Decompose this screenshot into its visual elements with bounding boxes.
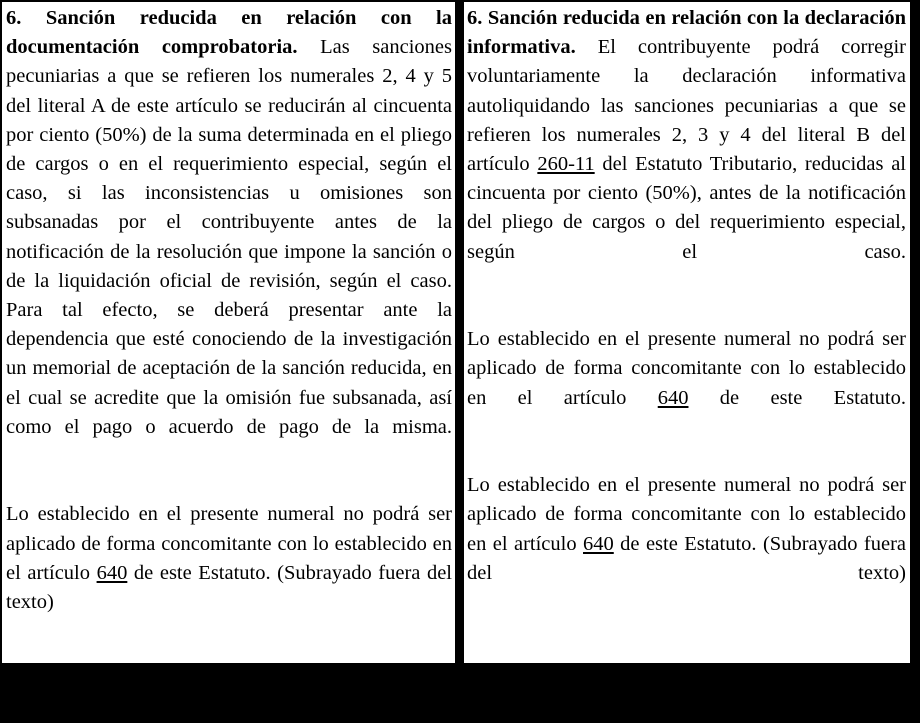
paragraph [467,471,906,617]
paragraph [6,500,452,646]
paragraph [467,4,906,296]
paragraph-body-after: de este Estatuto. (Subrayado fuera del texto) [467,532,906,584]
paragraph [467,325,906,442]
article-reference: 260-11 [537,153,595,176]
paragraph-body-before: El contribuyente podrá corregir voluntariamente la declaración informativa autoliquidando las sanciones pecuniarias a que se refieren los numerales 2, 3 y 4 del literal B del artículo [467,36,906,176]
table-cell-right-column [464,0,913,665]
paragraph-body-before: Las sanciones pecuniarias a que se refieren los numerales 2, 4 y 5 del literal A de este artículo se reducirán al cincuenta por ciento (50%) de la suma determinada en el pliego de cargos o en el requerimiento especial, según el caso, si las inconsistencias u omisiones son subsanadas por el contribuyente antes de la notificación de la resolución que impone la sanción o de la liquidación oficial de revisión, según el caso. Para tal efecto, se deberá presentar ante la dependencia que esté conociendo de la investigación un memorial de aceptación de la sanción reducida, en el cual se acredite que la omisión fue subsanada, así como el pago o acuerdo de pago de la misma. [6,36,453,438]
paragraph-body-after: del Estatuto Tributario, reducidas al cincuenta por ciento (50%), antes de la notificación del pliego de cargos o del requerimiento especial, según el caso. [467,153,906,263]
paragraph [6,4,452,471]
paragraph-body-before: Lo establecido en el presente numeral no podrá ser aplicado de forma concomitante con lo establecido en el artículo [467,474,906,555]
column-divider [455,0,464,665]
paragraph-body-before: Lo establecido en el presente numeral no podrá ser aplicado de forma concomitante con lo establecido en el artículo [467,328,906,409]
article-reference: 640 [96,561,128,584]
paragraph-body-after: de este Estatuto. (Subrayado fuera del texto) [6,561,452,614]
table-cell-left-column [0,0,455,665]
article-reference: 640 [583,532,614,555]
paragraph-body-before: Lo establecido en el presente numeral no podrá ser aplicado de forma concomitante con lo establecido en el artículo [6,503,452,584]
numeral-heading: 6. Sanción reducida en relación con la declaración informativa. [467,7,906,59]
paragraph-body-after: de este Estatuto. [688,386,906,409]
numeral-heading: 6. Sanción reducida en relación con la documentación comprobatoria. [6,7,452,59]
article-reference: 640 [657,386,689,409]
